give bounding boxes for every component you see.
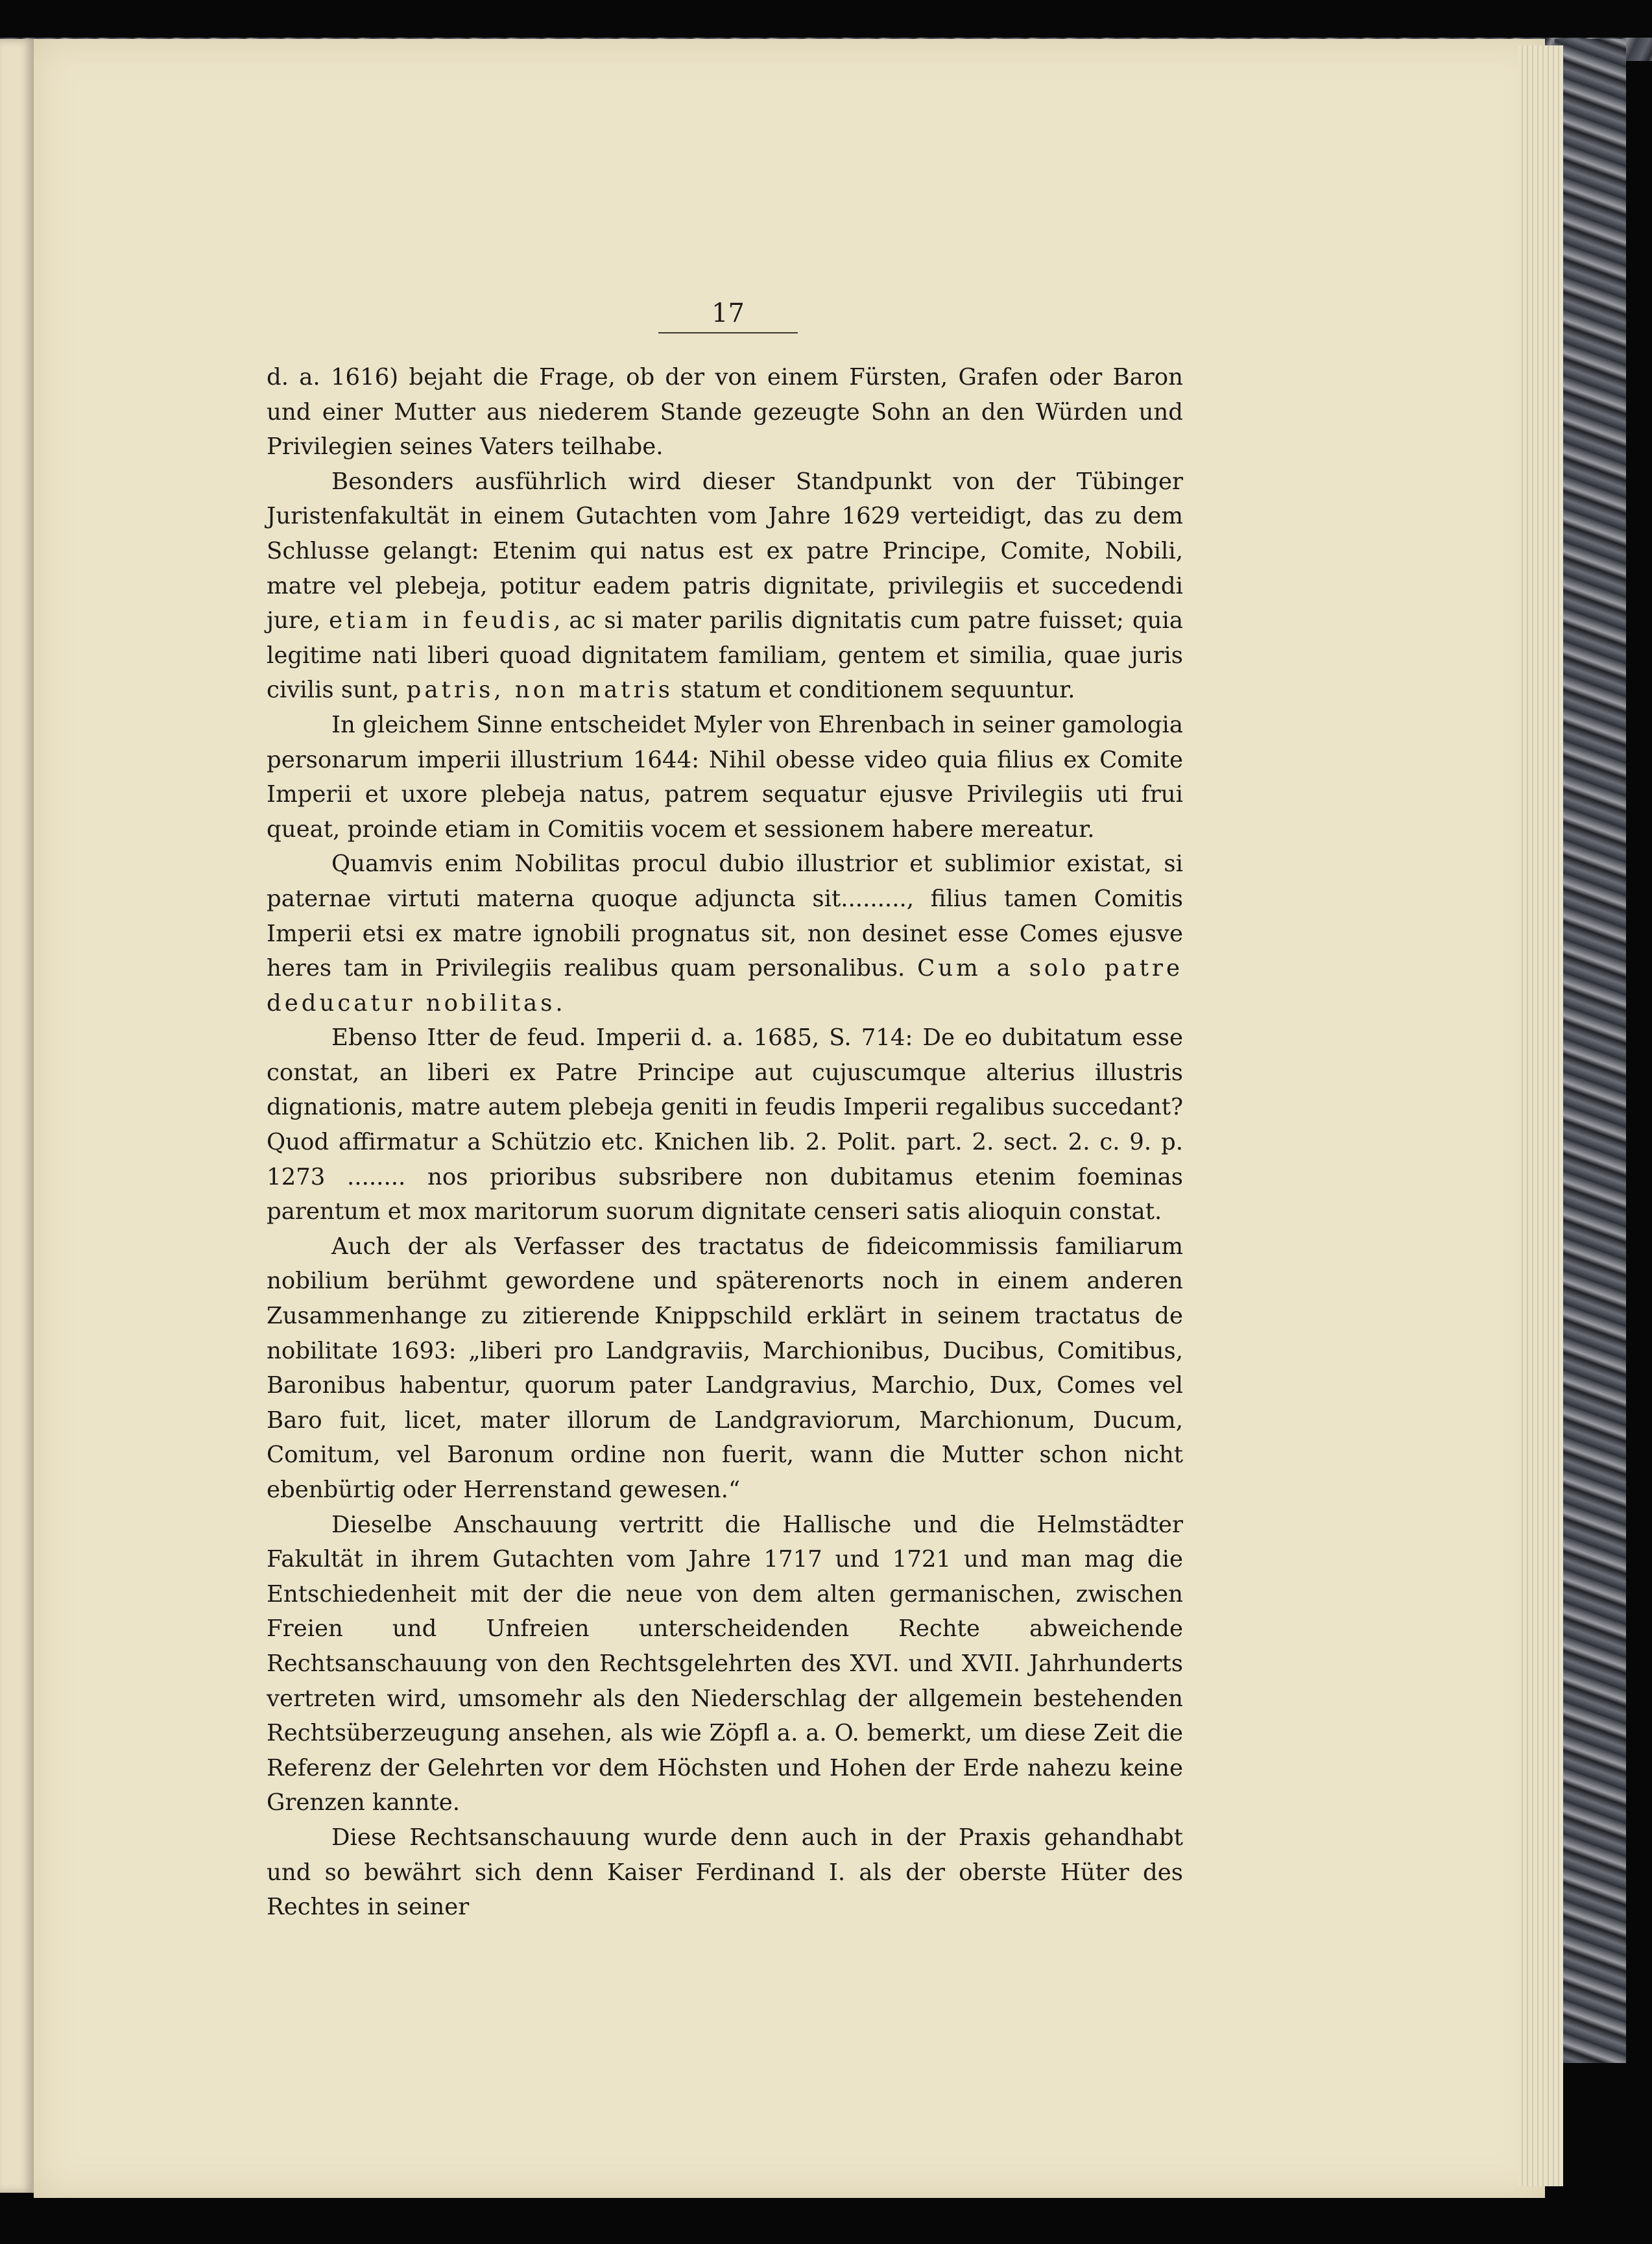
paragraph-text: statum et conditionem sequuntur.	[673, 677, 1075, 704]
emphasized-spaced-text: etiam in feudis	[329, 607, 554, 634]
emphasized-spaced-text: patris, non matris	[406, 677, 673, 704]
paragraph-text: Diese Rechtsanschauung wurde denn auch in der Praxis gehandhabt und so bewährt sich denn Kaiser Ferdinand I. als der oberste Hüter des Rechtes in seiner	[267, 1824, 1183, 1921]
paragraph-text: Auch der als Verfasser des tractatus de fideicommissis familiarum nobilium berühmt gewordene und späterenorts noch in einem anderen Zusammenhange zu zitierende Knippschild erklärt in seinem tractatus de nobilitate 1693: „liberi pro Landgraviis, Marchionibus, Ducibus, Comitibus, Baronibus habentur, quorum pater Landgravius, Marchio, Dux, Comes vel Baro fuit, licet, mater illorum de Landgraviorum, Marchionum, Ducum, Comitum, vel Baronum ordine non fuerit, wann die Mutter schon nicht ebenbürtig oder Herrenstand gewesen.“	[267, 1233, 1183, 1503]
paragraph-text: Quamvis enim Nobilitas procul dubio illustrior et sublimior existat, si paternae virtuti materna quoque adjuncta sit........., filius tamen Comitis Imperii etsi ex matre ignobili prognatus sit, non desinet esse Comes ejusve heres tam in Privilegiis realibus quam personalibus.	[267, 851, 1183, 982]
facing-page-edge	[0, 39, 34, 2193]
page-number: 17	[658, 298, 798, 333]
paragraph	[267, 1229, 1183, 1508]
paragraph	[267, 1020, 1183, 1229]
paragraph	[267, 1820, 1183, 1925]
paragraph	[267, 847, 1183, 1020]
paragraph	[267, 708, 1183, 847]
emphasized-spaced-text: Cum a solo patre deducatur nobilitas.	[267, 955, 1183, 1017]
paragraph-text: d. a. 1616) bejaht die Frage, ob der von einem Fürsten, Grafen oder Baron und einer Mutter aus niederem Stande gezeugte Sohn an den Würden und Privilegien seines Vaters teilhabe.	[267, 364, 1183, 461]
paragraph-text: Ebenso Itter de feud. Imperii d. a. 1685, S. 714: De eo dubitatum esse constat, an liberi ex Patre Principe aut cujuscumque alterius illustris dignationis, matre autem plebeja geniti in feudis Imperii regalibus succedant? Quod affirmatur a Schützio etc. Knichen lib. 2. Polit. part. 2. sect. 2. c. 9. p. 1273 ........ nos prioribus subsribere non dubitamus etenim foeminas parentum et mox maritorum suorum dignitate censeri satis alioquin constat.	[267, 1024, 1183, 1225]
paragraph	[267, 1508, 1183, 1820]
page-body-text	[267, 360, 1183, 1925]
paragraph	[267, 360, 1183, 464]
paragraph-text: Dieselbe Anschauung vertritt die Hallische und die Helmstädter Fakultät in ihrem Gutachten vom Jahre 1717 und 1721 und man mag die Entschiedenheit mit der die neue von dem alten germanischen, zwischen Freien und Unfreien unterscheidenden Rechte abweichende Rechtsanschauung von den Rechtsgelehrten des XVI. und XVII. Jahrhunderts vertreten wird, umsomehr als den Niederschlag der allgemein bestehenden Rechtsüberzeugung ansehen, als wie Zöpfl a. a. O. bemerkt, um diese Zeit die Referenz der Gelehrten vor dem Höchsten und Hohen der Erde nahezu keine Grenzen kannte.	[267, 1511, 1183, 1816]
paragraph-text: In gleichem Sinne entscheidet Myler von Ehrenbach in seiner gamologia personarum imperii illustrium 1644: Nihil obesse video quia filius ex Comite Imperii et uxore plebeja natus, patrem sequatur ejusve Privilegiis uti frui queat, proinde etiam in Comitiis vocem et sessionem habere mereatur.	[267, 711, 1183, 843]
page-block-edges	[1518, 45, 1563, 2186]
paragraph	[267, 464, 1183, 708]
book-marbled-right-edge	[1555, 39, 1626, 2063]
paragraph-text: , ac si mater parilis dignitatis cum patre fuisset; quia legitime nati liberi quoad dignitatem familiam, gentem et similia, quae juris civilis sunt,	[267, 607, 1183, 704]
paragraph-text: Besonders ausführlich wird dieser Standpunkt von der Tübinger Juristenfakultät in einem Gutachten vom Jahre 1629 verteidigt, das zu dem Schlusse gelangt: Etenim qui natus est ex patre Principe, Comite, Nobili, matre vel plebeja, potitur eadem patris dignitate, privilegiis et succedendi jure,	[267, 468, 1183, 634]
